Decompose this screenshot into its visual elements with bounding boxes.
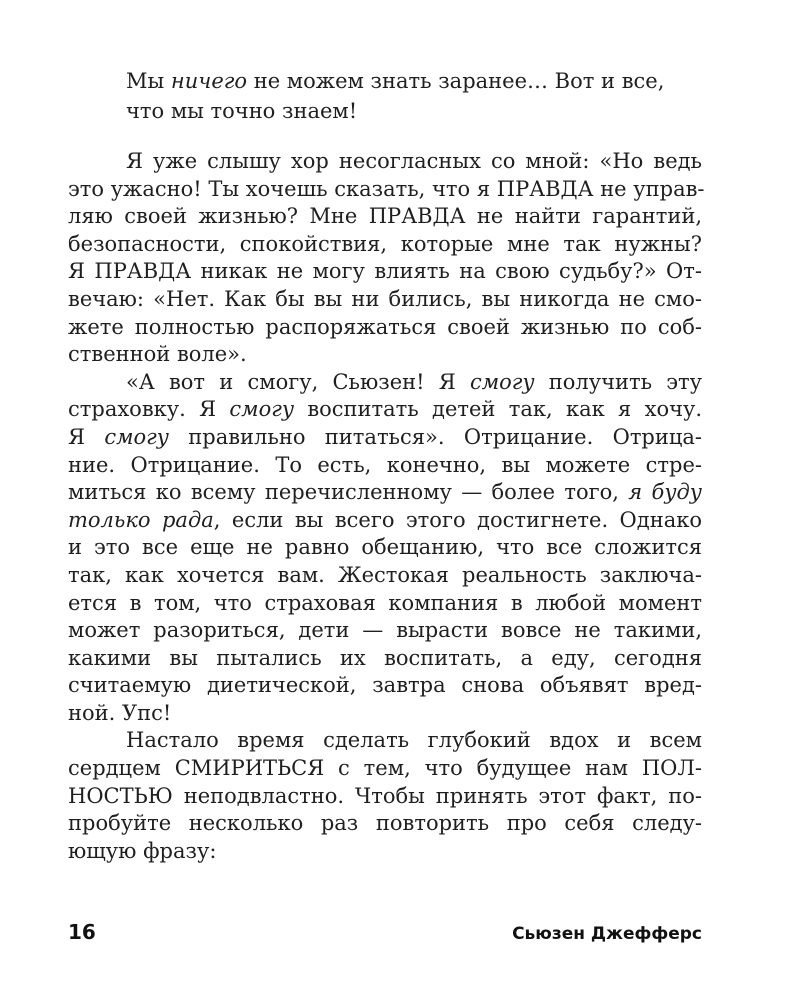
running-author: Сьюзен Джефферс: [512, 924, 702, 944]
paragraph-line: сердцем СМИРИТЬСЯ с тем, что будущее нам ПОЛ-: [68, 756, 702, 781]
paragraph-line: Я уже слышу хор несогласных со мной: «Но ведь: [126, 149, 702, 173]
paragraph-line: Я ПРАВДА никак не могу влиять на свою судьбу?» От-: [68, 259, 702, 284]
paragraph-line: [68, 369, 702, 397]
text-run: воспитать детей так, как я хочу.: [294, 397, 703, 422]
text-run: «А вот и смогу, Сьюзен! Я: [126, 369, 470, 394]
paragraph-line: [68, 479, 702, 507]
paragraph-line: вечаю: «Нет. Как бы вы ни бились, вы никогда не смо-: [68, 286, 702, 311]
body-text: [68, 148, 705, 865]
paragraph-line: [68, 507, 702, 535]
emphasis: только рада: [68, 507, 214, 532]
emphasis: смогу: [229, 397, 295, 422]
paragraph-line: жете полностью распоряжаться своей жизнью по соб-: [68, 314, 702, 339]
quote-line: что мы точно знаем!: [126, 99, 358, 123]
paragraph-line: это ужасно! Ты хочешь сказать, что я ПРАВДА не управ-: [68, 176, 705, 201]
text-run: правильно питаться». Отрицание. Отрица-: [168, 424, 702, 449]
paragraph-line: ной. Упс!: [68, 700, 172, 725]
text-run: Я: [68, 424, 105, 449]
paragraph-line: и это все еще не равно обещанию, что все сложится: [68, 535, 702, 560]
quote-line: [126, 66, 696, 96]
paragraph-line: [68, 396, 702, 424]
paragraph-line: ние. Отрицание. То есть, конечно, вы можете стре-: [68, 452, 702, 477]
text-run: не можем знать заранее… Вот и все,: [247, 69, 665, 93]
emphasis: ничего: [170, 69, 248, 93]
paragraph-line: пробуйте несколько раз повторить про себя следу-: [68, 811, 702, 836]
paragraph-line: Настало время сделать глубокий вдох и всем: [126, 728, 702, 753]
paragraph-line: может разориться, дети — вырасти вовсе не такими,: [68, 618, 702, 643]
paragraph-line: безопасности, спокойствия, которые мне так нужны?: [68, 231, 702, 256]
text-run: Мы: [126, 69, 171, 93]
paragraph-line: ляю своей жизнью? Мне ПРАВДА не найти гарантий,: [68, 204, 702, 229]
paragraph-line: так, как хочется вам. Жестокая реальность заключа-: [68, 562, 702, 587]
emphasis: я буду: [628, 480, 702, 505]
paragraph-line: ственной воле».: [68, 342, 247, 367]
quote-block: [126, 66, 696, 126]
emphasis: смогу: [469, 369, 535, 394]
paragraph-line: ющую фразу:: [68, 838, 217, 863]
paragraph-line: [68, 424, 702, 452]
text-run: миться ко всему перечисленному — более того,: [68, 480, 629, 505]
text-run: получить эту: [534, 369, 703, 394]
paragraph-line: считаемую диетической, завтра снова объявят вред-: [68, 673, 702, 698]
page-footer: [68, 920, 702, 944]
text-run: страховку. Я: [68, 397, 230, 422]
paragraph-line: какими вы пытались их воспитать, а еду, сегодня: [68, 645, 702, 670]
paragraph-line: НОСТЬЮ неподвластно. Чтобы принять этот факт, по-: [68, 783, 702, 808]
paragraph-line: ется в том, что страховая компания в любой момент: [68, 590, 702, 615]
text-run: , если вы всего этого достигнете. Однако: [213, 507, 702, 532]
emphasis: смогу: [104, 424, 169, 449]
page-number: 16: [68, 920, 96, 944]
